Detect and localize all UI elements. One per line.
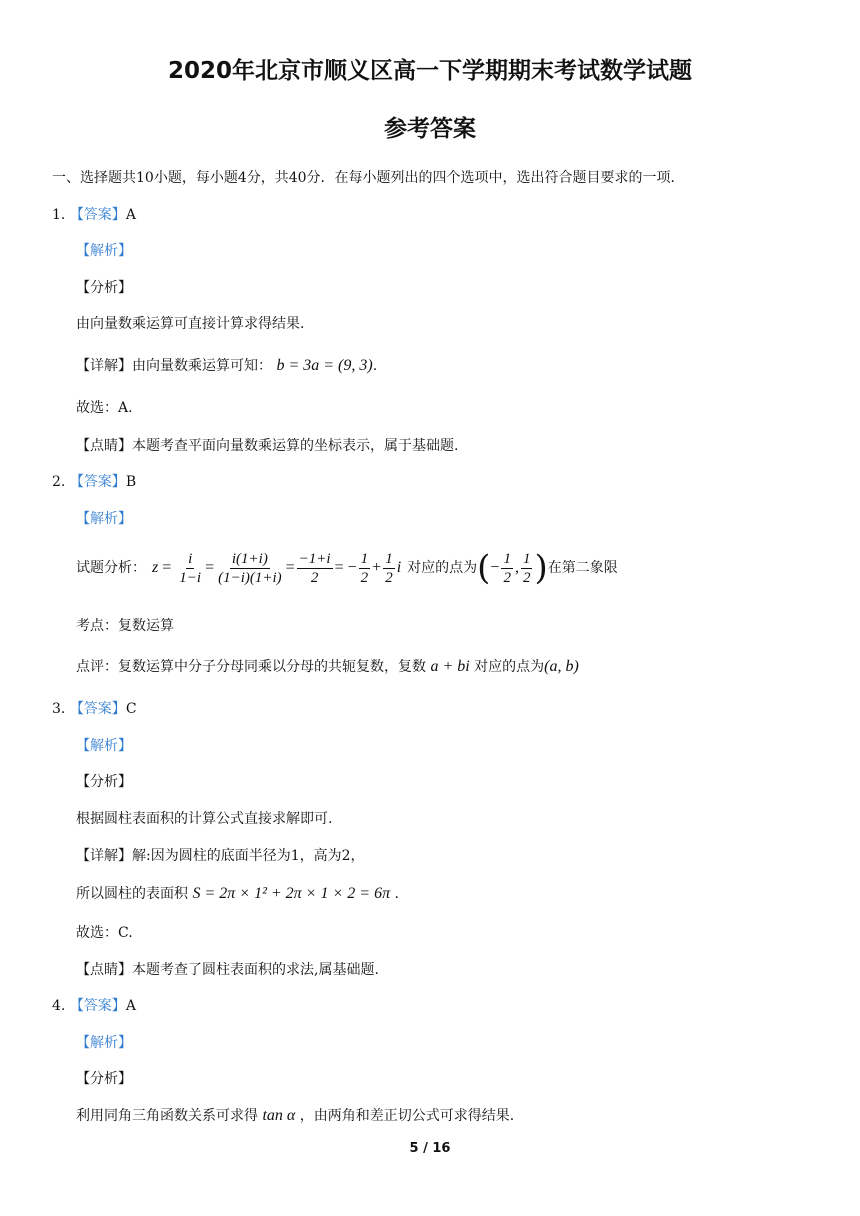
q3-detail-line	[76, 846, 365, 866]
q2-point-x: $\frac{1}{2}$	[503, 550, 511, 586]
document-title: 2020年北京市顺义区高一下学期期末考试数学试题	[167, 58, 692, 84]
q4-answer-value: A	[125, 998, 136, 1014]
q1-answer-label: 【答案】	[69, 207, 126, 223]
q4-fenxi-line	[76, 1106, 514, 1126]
q4-number: 4.	[52, 998, 66, 1014]
q1-detail-end: .	[372, 358, 378, 374]
q3-fenxi-text: 根据圆柱表面积的计算公式直接求解即可.	[76, 811, 333, 827]
q1-dianjing-label: 【点睛】	[76, 438, 132, 454]
q4-fenxi-text: 利用同角三角函数关系可求得	[76, 1108, 258, 1124]
q2-point-y: $\frac{1}{2}$	[522, 550, 531, 586]
q3-area-line	[76, 884, 399, 904]
q2-answer-label: 【答案】	[69, 474, 126, 490]
q1-detail-math: b = 3a = (9, 3)	[276, 357, 373, 374]
q3-fenxi-label: 【分析】	[76, 774, 132, 790]
q1-fenxi-text: 由向量数乘运算可直接计算求得结果.	[76, 316, 305, 332]
q2-frac-3: $\frac{-1+i}{2}$	[298, 550, 331, 586]
q2-frac-1: $\frac{i}{1-i}$	[179, 550, 202, 586]
q2-i-symbol: i	[396, 559, 402, 576]
page-number: 5 / 16	[409, 1141, 451, 1156]
q1-choose: 故选：A.	[76, 400, 133, 416]
document-subtitle: 参考答案	[384, 116, 476, 142]
q2-dianping-point: (a, b)	[544, 658, 579, 675]
q1-jiexi-label: 【解析】	[76, 243, 132, 259]
q2-corresp-text: 对应的点为	[407, 560, 478, 576]
q2-dianping-text2: 对应的点为	[474, 659, 545, 675]
q3-answer-label: 【答案】	[69, 701, 126, 717]
q2-answer-line	[52, 472, 136, 492]
q3-dianjing-line	[76, 960, 379, 980]
q1-answer-value: A	[125, 207, 136, 223]
q2-dianping-line	[76, 657, 579, 677]
q2-analysis-label: 试题分析：	[76, 560, 146, 576]
q4-fenxi-end: ，由两角和差正切公式可求得结果.	[299, 1108, 515, 1124]
q2-kaodian: 考点：复数运算	[76, 618, 174, 634]
q2-dianping-text: 点评：复数运算中分子分母同乘以分母的共轭复数，复数	[76, 659, 426, 675]
q4-answer-label: 【答案】	[69, 998, 126, 1014]
q3-answer-value: C	[125, 701, 137, 717]
q2-jiexi-label: 【解析】	[76, 511, 132, 527]
q4-answer-line	[52, 996, 136, 1016]
q1-detail-line	[76, 356, 377, 376]
q2-z: z	[152, 559, 159, 576]
q4-jiexi-label: 【解析】	[76, 1035, 132, 1051]
q3-area-math: S = 2π × 1² + 2π × 1 × 2 = 6π	[192, 885, 391, 902]
q3-area-text: 所以圆柱的表面积	[76, 886, 188, 902]
q4-fenxi-math: tan α	[262, 1107, 296, 1124]
q2-frac-4: $\frac{1}{2}$	[360, 550, 369, 586]
q3-xiangjie-label: 【详解】	[76, 848, 132, 864]
q1-xiangjie-label: 【详解】	[76, 358, 132, 374]
q3-dianjing-label: 【点睛】	[76, 962, 132, 978]
q3-choose: 故选：C.	[76, 925, 133, 941]
q3-jiexi-label: 【解析】	[76, 738, 132, 754]
q3-answer-line	[52, 699, 137, 719]
q2-frac-2: $\frac{i(1+i)}{(1-i)(1+i)}$	[218, 550, 282, 586]
q2-quadrant-text: 在第二象限	[547, 560, 618, 576]
q2-formula-line: 试题分析： z = $\frac{i}{1-i}$ = $\frac{i(1+i)}{(1-i)(1+i)}$ = $\frac{-1+i}{2}$ = − $\frac{1}{2}$ + $\frac{1}{2}$ i 对应的点为 ( − $\frac{1}{2}$ , $\frac{1}{2}$ ) 在第二象限	[76, 542, 618, 594]
q3-detail-text: 解:因为圆柱的底面半径为1，高为2，	[132, 848, 365, 864]
q1-number: 1.	[52, 207, 66, 223]
q3-dianjing-text: 本题考查了圆柱表面积的求法,属基础题.	[132, 962, 379, 978]
q1-answer-line	[52, 205, 136, 225]
q2-number: 2.	[52, 474, 66, 490]
q2-frac-5: $\frac{1}{2}$	[385, 550, 393, 586]
q1-dianjing-line	[76, 436, 458, 456]
q1-fenxi-label: 【分析】	[76, 280, 132, 296]
section-intro: 一、选择题共10小题，每小题4分，共40分．在每小题列出的四个选项中，选出符合题目要求的一项．	[52, 170, 685, 186]
q2-answer-value: B	[125, 474, 137, 490]
q1-detail-text: 由向量数乘运算可知：	[132, 358, 272, 374]
q3-area-end: .	[394, 886, 399, 902]
q4-fenxi-label: 【分析】	[76, 1071, 132, 1087]
q2-dianping-math: a + bi	[430, 658, 470, 675]
q1-dianjing-text: 本题考查平面向量数乘运算的坐标表示，属于基础题.	[132, 438, 459, 454]
q3-number: 3.	[52, 701, 66, 717]
